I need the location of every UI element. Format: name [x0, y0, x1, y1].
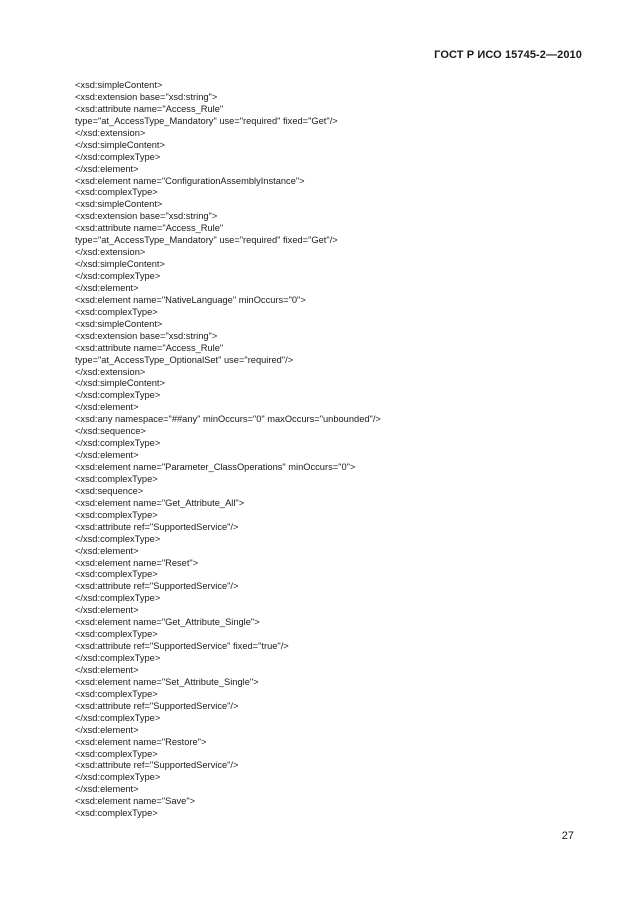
code-line: type="at_AccessType_Mandatory" use="required" fixed="Get"/> — [75, 115, 338, 126]
code-line: <xsd:extension base="xsd:string"> — [75, 330, 218, 341]
code-line: <xsd:complexType> — [75, 473, 158, 484]
code-line: <xsd:element name="Parameter_ClassOperations" minOccurs="0"> — [75, 462, 356, 472]
code-line: <xsd:extension base="xsd:string"> — [75, 91, 218, 102]
code-line: </xsd:sequence> — [75, 426, 146, 437]
code-line: </xsd:complexType> — [75, 438, 161, 449]
code-line: </xsd:extension> — [75, 127, 146, 138]
code-line: <xsd:attribute ref="SupportedService"/> — [75, 760, 239, 771]
code-line: <xsd:complexType> — [75, 569, 158, 580]
code-line: <xsd:element name="Set_Attribute_Single"> — [75, 676, 259, 687]
code-line: </xsd:element> — [75, 402, 139, 413]
code-line: <xsd:element name="ConfigurationAssemblyInstance"> — [75, 175, 305, 186]
code-line: <xsd:complexType> — [75, 187, 158, 198]
code-line: </xsd:element> — [75, 163, 139, 174]
code-line: </xsd:extension> — [75, 366, 146, 377]
code-line: </xsd:complexType> — [75, 772, 161, 783]
code-line: <xsd:complexType> — [75, 306, 158, 317]
code-line: <xsd:simpleContent> — [75, 80, 163, 90]
code-line: <xsd:simpleContent> — [75, 318, 163, 329]
document-header: ГОСТ Р ИСО 15745-2—2010 — [434, 49, 582, 61]
code-line: </xsd:complexType> — [75, 593, 161, 604]
code-line: </xsd:simpleContent> — [75, 139, 165, 150]
code-line: <xsd:element name="Get_Attribute_All"> — [75, 497, 245, 508]
code-line: <xsd:complexType> — [75, 748, 158, 759]
code-line: type="at_AccessType_OptionalSet" use="required"/> — [75, 354, 294, 365]
code-line: </xsd:complexType> — [75, 712, 161, 723]
code-line: <xsd:sequence> — [75, 485, 144, 496]
page-number: 27 — [561, 830, 574, 842]
code-line: <xsd:element name="Get_Attribute_Single"> — [75, 617, 260, 628]
code-line: <xsd:complexType> — [75, 688, 158, 699]
code-line: </xsd:element> — [75, 282, 139, 293]
code-line: <xsd:complexType> — [75, 808, 158, 819]
code-line: <xsd:attribute name="Access_Rule" — [75, 103, 224, 114]
code-line: <xsd:any namespace="##any" minOccurs="0" maxOccurs="unbounded"/> — [75, 414, 381, 425]
code-line: type="at_AccessType_Mandatory" use="required" fixed="Get"/> — [75, 235, 338, 246]
code-line: <xsd:attribute ref="SupportedService"/> — [75, 521, 239, 532]
xsd-code-listing — [75, 80, 381, 820]
code-line: <xsd:attribute ref="SupportedService" fixed="true"/> — [75, 641, 289, 652]
code-line: <xsd:simpleContent> — [75, 199, 163, 210]
code-line: </xsd:complexType> — [75, 390, 161, 401]
code-line: <xsd:element name="Save"> — [75, 796, 196, 807]
code-line: </xsd:simpleContent> — [75, 259, 165, 270]
code-line: <xsd:element name="NativeLanguage" minOccurs="0"> — [75, 294, 306, 305]
code-line: </xsd:element> — [75, 450, 139, 461]
code-line: </xsd:complexType> — [75, 151, 161, 162]
code-line: <xsd:complexType> — [75, 629, 158, 640]
code-line: </xsd:complexType> — [75, 653, 161, 663]
code-line: </xsd:complexType> — [75, 533, 161, 544]
code-line: </xsd:complexType> — [75, 271, 161, 281]
code-line: <xsd:complexType> — [75, 509, 158, 520]
code-line: <xsd:attribute ref="SupportedService"/> — [75, 700, 239, 711]
code-line: <xsd:element name="Reset"> — [75, 557, 199, 568]
code-line: <xsd:attribute name="Access_Rule" — [75, 223, 224, 234]
code-line: </xsd:element> — [75, 664, 139, 675]
code-line: </xsd:element> — [75, 724, 139, 735]
code-line: </xsd:element> — [75, 605, 139, 616]
code-line: </xsd:element> — [75, 545, 139, 556]
code-line: </xsd:extension> — [75, 247, 146, 258]
code-line: <xsd:attribute ref="SupportedService"/> — [75, 581, 239, 592]
code-line: <xsd:element name="Restore"> — [75, 736, 207, 747]
code-line: <xsd:extension base="xsd:string"> — [75, 211, 218, 222]
code-line: </xsd:simpleContent> — [75, 378, 165, 389]
code-line: </xsd:element> — [75, 784, 139, 795]
code-line: <xsd:attribute name="Access_Rule" — [75, 342, 224, 353]
